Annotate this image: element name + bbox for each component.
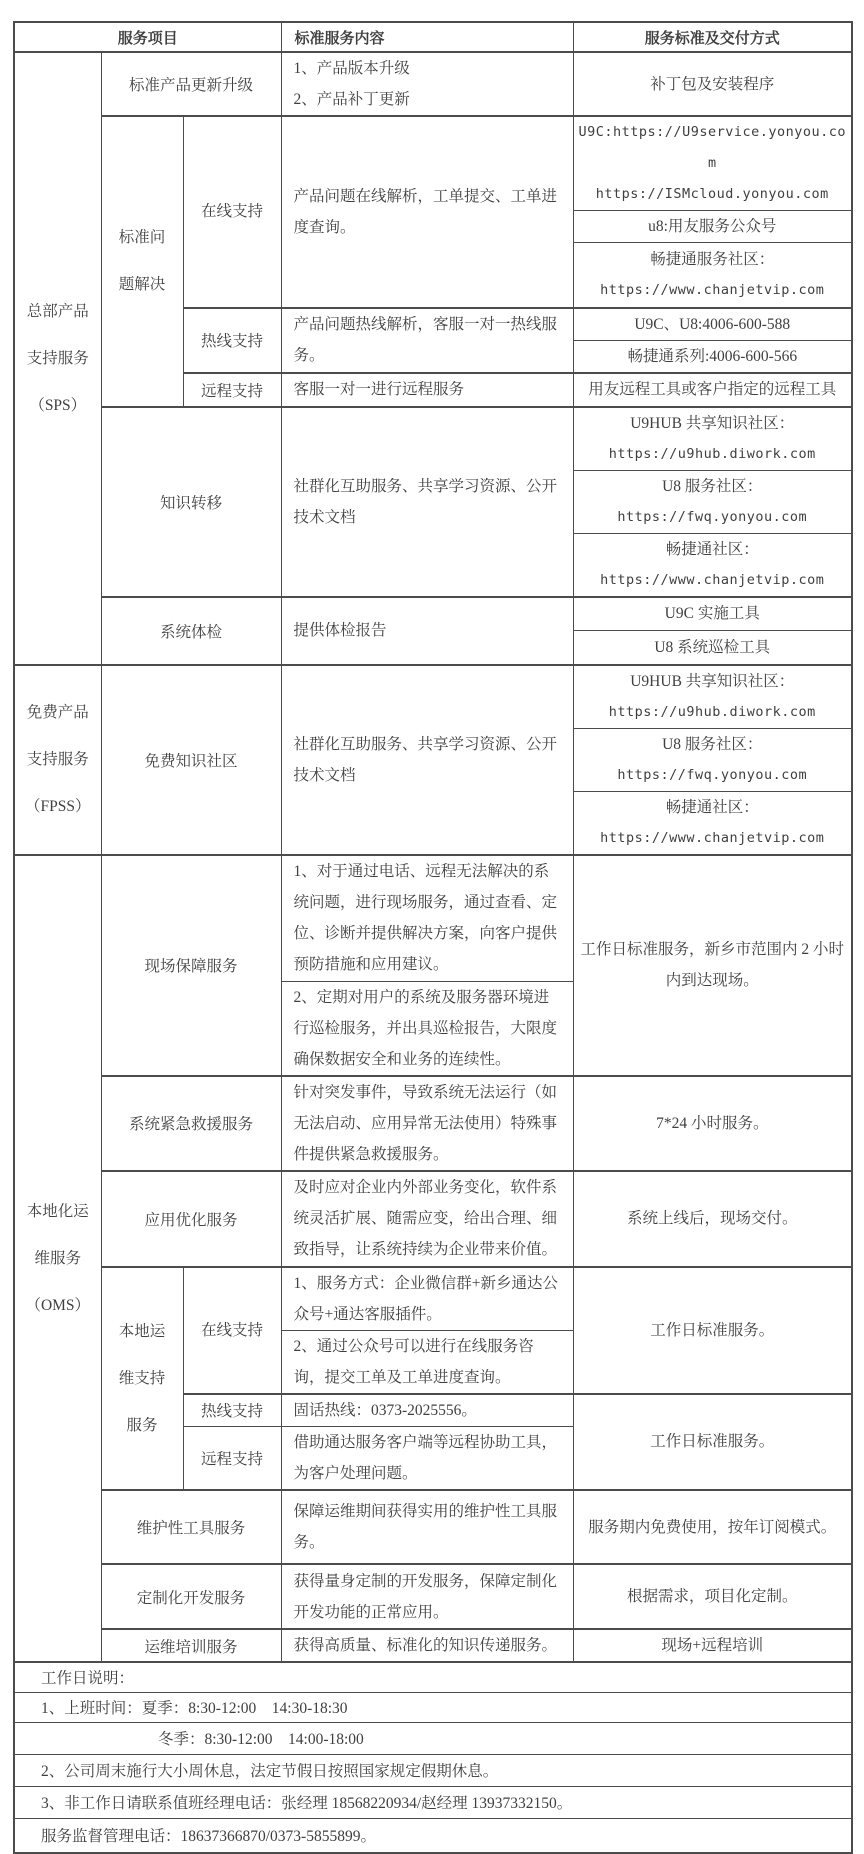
cell-training-content: 获得高质量、标准化的知识传递服务。	[281, 1629, 573, 1662]
u9hub-community-label-2: U9HUB 共享知识社区：	[630, 672, 795, 690]
cell-local-remote-content: 借助通达服务客户端等远程协助工具，为客户处理问题。	[281, 1427, 573, 1491]
cell-sps-online-standard-1	[573, 116, 852, 211]
cell-onsite-label: 现场保障服务	[101, 855, 281, 1076]
cell-community-standard-1	[573, 665, 852, 729]
cell-custom-label: 定制化开发服务	[101, 1564, 281, 1629]
cell-knowledge-standard-3	[573, 533, 852, 597]
cell-tools-content: 保障运维期间获得实用的维护性工具服务。	[281, 1490, 573, 1564]
cell-checkup-standard-2: U8 系统巡检工具	[573, 631, 852, 665]
cell-optimize-standard: 系统上线后，现场交付。	[573, 1171, 852, 1267]
cell-community-content: 社群化互助服务、共享学习资源、公开技术文档	[281, 665, 573, 856]
chanjet-community-label: 畅捷通社区：	[665, 540, 759, 558]
cell-community-standard-2	[573, 729, 852, 792]
cell-sps-remote-label: 远程支持	[183, 373, 281, 407]
cell-tools-label: 维护性工具服务	[101, 1490, 281, 1564]
chanjet-community-label-2: 畅捷通社区：	[665, 799, 759, 816]
cell-sps-group: 总部产品支持服务（SPS）	[14, 52, 101, 665]
cell-local-online-label: 在线支持	[183, 1267, 281, 1394]
header-service-item: 服务项目	[14, 22, 281, 52]
service-table	[13, 21, 853, 1854]
cell-custom-standard: 根据需求，项目化定制。	[573, 1564, 852, 1629]
cell-training-standard: 现场+远程培训	[573, 1629, 852, 1662]
cell-onsite-content-2: 2、定期对用户的系统及服务器环境进行巡检服务，并出具巡检报告，大限度确保数据安全和业务的连续性。	[281, 981, 573, 1076]
cell-optimize-label: 应用优化服务	[101, 1171, 281, 1267]
cell-emergency-content: 针对突发事件，导致系统无法运行（如无法启动、应用异常无法使用）特殊事件提供紧急救援服务。	[281, 1076, 573, 1171]
u9hub-community-label: U9HUB 共享知识社区：	[630, 414, 795, 432]
u8-community-label-2: U8 服务社区：	[662, 736, 763, 753]
cell-fpss-group: 免费产品支持服务（FPSS）	[14, 665, 101, 856]
cell-oms-group: 本地化运维服务（OMS）	[14, 855, 101, 1662]
footer-supervision-phone: 服务监督管理电话：18637366870/0373-5855899。	[14, 1818, 852, 1853]
cell-sps-online-content: 产品问题在线解析，工单提交、工单进度查询。	[281, 116, 573, 308]
cell-community-label: 免费知识社区	[101, 665, 281, 856]
cell-local-remote-standard: 工作日标准服务。	[573, 1394, 852, 1491]
cell-knowledge-standard-2	[573, 470, 852, 533]
footer-workhours-winter: 冬季：8:30-12:00 14:00-18:00	[14, 1722, 852, 1754]
cell-update-content	[281, 52, 573, 116]
cell-sps-online-label: 在线支持	[183, 116, 281, 308]
cell-onsite-standard: 工作日标准服务，新乡市范围内 2 小时内到达现场。	[573, 855, 852, 1076]
cell-training-label: 运维培训服务	[101, 1629, 281, 1662]
footer-duty-manager-phones: 3、非工作日请联系值班经理电话：张经理 18568220934/赵经理 13937332150。	[14, 1786, 852, 1818]
cell-update-standard: 补丁包及安装程序	[573, 52, 852, 116]
header-service-content: 标准服务内容	[281, 22, 573, 52]
fwq-url: https://fwq.yonyou.com	[617, 508, 808, 525]
cell-sps-online-standard-3	[573, 243, 852, 308]
u9c-service-url: U9C:https://U9service.yonyou.com	[578, 124, 846, 171]
cell-knowledge-standard-1	[573, 407, 852, 471]
fwq-url-2: https://fwq.yonyou.com	[617, 767, 808, 783]
cell-local-online-content-2: 2、通过公众号可以进行在线服务咨询，提交工单及工单进度查询。	[281, 1330, 573, 1394]
cell-local-support-label: 本地运维支持服务	[101, 1267, 183, 1491]
u8-community-label: U8 服务社区：	[662, 477, 763, 495]
cell-checkup-content: 提供体检报告	[281, 597, 573, 665]
cell-local-online-standard: 工作日标准服务。	[573, 1267, 852, 1394]
cell-onsite-content-1: 1、对于通过电话、远程无法解决的系统问题，进行现场服务，通过查看、定位、诊断并提供解决方案，向客户提供预防措施和应用建议。	[281, 855, 573, 981]
footer-workhours-summer: 1、上班时间：夏季：8:30-12:00 14:30-18:30	[14, 1692, 852, 1722]
chanjet-service-community-label: 畅捷通服务社区：	[650, 250, 775, 268]
cell-community-standard-3	[573, 792, 852, 856]
cell-emergency-standard: 7*24 小时服务。	[573, 1076, 852, 1171]
cell-update-label: 标准产品更新升级	[101, 52, 281, 116]
cell-sps-hotline-content: 产品问题热线解析，客服一对一热线服务。	[281, 308, 573, 373]
header-service-standard: 服务标准及交付方式	[573, 22, 852, 52]
cell-issue-label: 标准问题解决	[101, 116, 183, 407]
u9hub-url-2: https://u9hub.diwork.com	[608, 703, 816, 720]
cell-sps-hotline-standard-2: 畅捷通系列:4006-600-566	[573, 340, 852, 373]
cell-sps-remote-content: 客服一对一进行远程服务	[281, 373, 573, 407]
footer-weekend-policy: 2、公司周末施行大小周休息，法定节假日按照国家规定假期休息。	[14, 1754, 852, 1786]
cell-tools-standard: 服务期内免费使用，按年订阅模式。	[573, 1490, 852, 1564]
cell-local-hotline-content: 固话热线：0373-2025556。	[281, 1394, 573, 1427]
cell-checkup-label: 系统体检	[101, 597, 281, 665]
cell-custom-content: 获得量身定制的开发服务，保障定制化开发功能的正常应用。	[281, 1564, 573, 1629]
cell-checkup-standard-1: U9C 实施工具	[573, 597, 852, 631]
cell-sps-remote-standard: 用友远程工具或客户指定的远程工具	[573, 373, 852, 407]
cell-sps-online-standard-2: u8:用友服务公众号	[573, 211, 852, 243]
cell-local-online-content-1: 1、服务方式：企业微信群+新乡通达公众号+通达客服插件。	[281, 1267, 573, 1331]
ismcloud-url: https://ISMcloud.yonyou.com	[595, 186, 829, 202]
update-content-line2: 2、产品补丁更新	[293, 91, 410, 108]
cell-knowledge-content: 社群化互助服务、共享学习资源、公开技术文档	[281, 407, 573, 597]
cell-sps-hotline-standard-1: U9C、U8:4006-600-588	[573, 308, 852, 341]
chanjetvip-url: https://www.chanjetvip.com	[600, 281, 825, 298]
cell-sps-hotline-label: 热线支持	[183, 308, 281, 373]
cell-emergency-label: 系统紧急救援服务	[101, 1076, 281, 1171]
cell-local-remote-label: 远程支持	[183, 1427, 281, 1491]
update-content-line1: 1、产品版本升级	[293, 60, 410, 77]
chanjetvip-url-2: https://www.chanjetvip.com	[600, 571, 825, 588]
cell-local-hotline-label: 热线支持	[183, 1394, 281, 1427]
footer-workday-note-title: 工作日说明：	[14, 1662, 852, 1692]
chanjetvip-url-3: https://www.chanjetvip.com	[600, 830, 825, 846]
cell-knowledge-label: 知识转移	[101, 407, 281, 597]
cell-optimize-content: 及时应对企业内外部业务变化，软件系统灵活扩展、随需应变，给出合理、细致指导，让系统持续为企业带来价值。	[281, 1171, 573, 1267]
u9hub-url: https://u9hub.diwork.com	[608, 445, 816, 462]
